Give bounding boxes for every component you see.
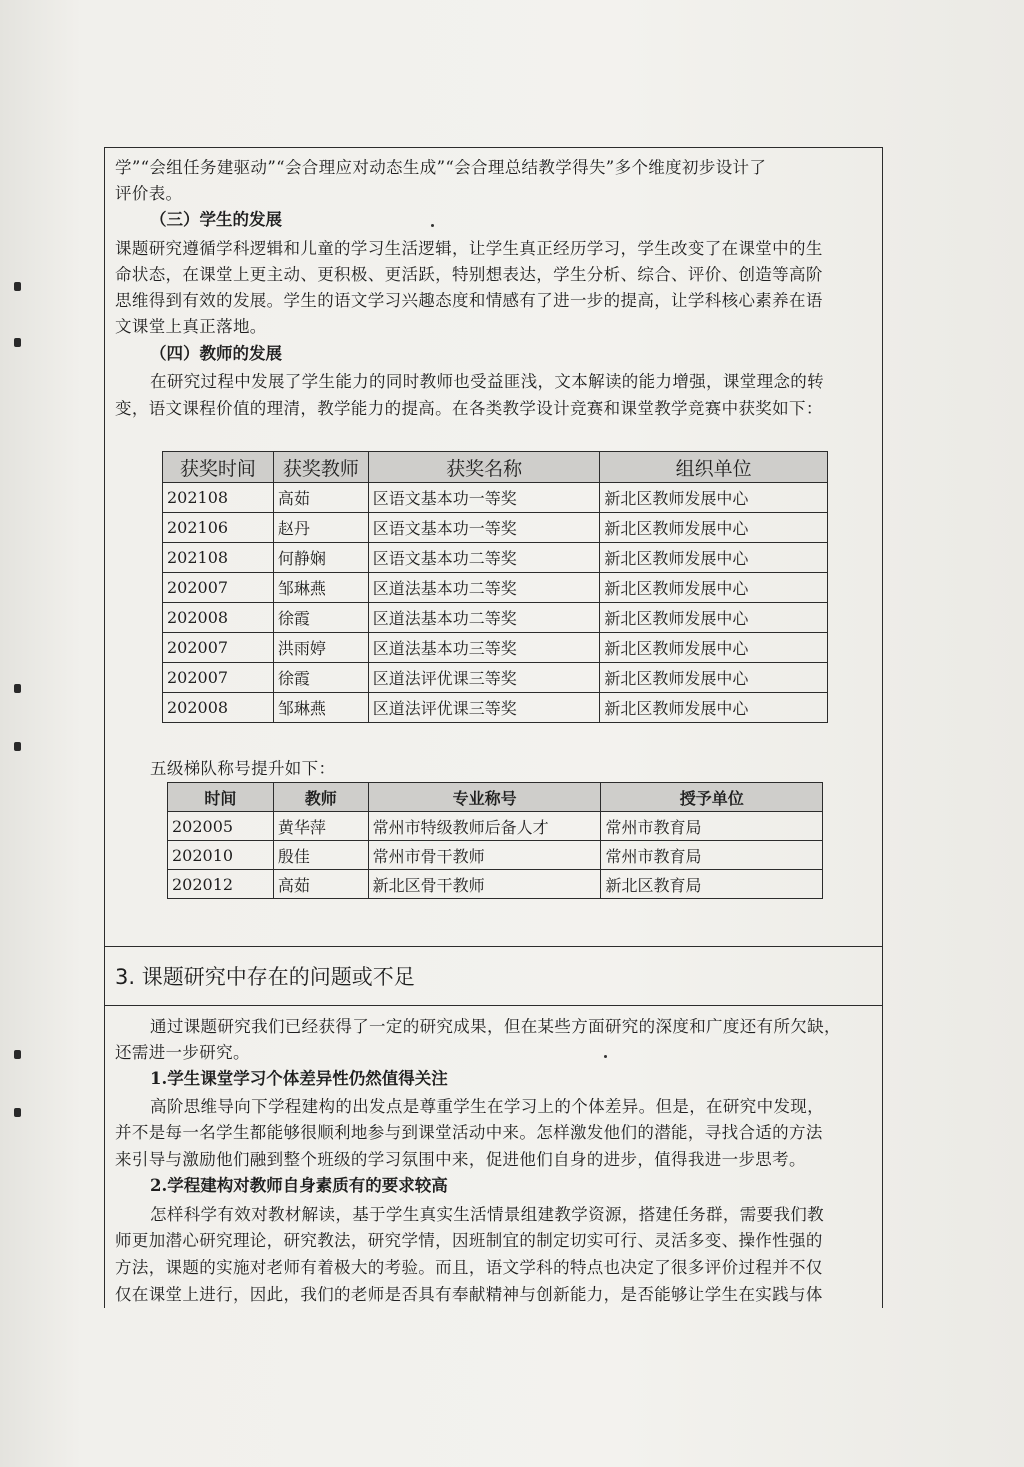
- table-cell: 邹琳燕: [273, 573, 368, 603]
- table-row: [163, 693, 828, 723]
- column-header: 授予单位: [601, 783, 823, 812]
- binding-hole: [14, 684, 21, 693]
- paragraph-line: 文课堂上真正落地。: [115, 317, 267, 336]
- table-cell: 202007: [163, 663, 274, 693]
- column-header: 时间: [168, 783, 274, 812]
- table-cell: 常州市教育局: [601, 812, 823, 841]
- table-cell: 202007: [163, 573, 274, 603]
- table-cell: 新北区教师发展中心: [600, 543, 828, 573]
- binding-hole: [14, 1108, 21, 1117]
- paragraph-line: 怎样科学有效对教材解读，基于学生真实生活情景组建教学资源，搭建任务群，需要我们教: [150, 1205, 824, 1224]
- table-cell: 区道法评优课三等奖: [368, 663, 600, 693]
- table-cell: 常州市特级教师后备人才: [368, 812, 601, 841]
- paragraph-line: 来引导与激励他们融到整个班级的学习氛围中来，促进他们自身的进步，值得我进一步思考。: [115, 1150, 806, 1169]
- paragraph-line: 评价表。: [115, 184, 183, 203]
- awards-table: [162, 451, 828, 723]
- paragraph-line: 仅在课堂上进行，因此，我们的老师是否具有奉献精神与创新能力，是否能够让学生在实践与体: [115, 1285, 823, 1304]
- table-cell: 新北区教师发展中心: [600, 513, 828, 543]
- paragraph-line: 并不是每一名学生都能够很顺利地参与到课堂活动中来。怎样激发他们的潜能，寻找合适的方法: [115, 1123, 823, 1142]
- table-row: [163, 633, 828, 663]
- point2-heading: 2.学程建构对教师自身素质有的要求较高: [150, 1176, 448, 1195]
- table-cell: 新北区教师发展中心: [600, 603, 828, 633]
- paragraph-line: 学”“会组任务建驱动”“会合理应对动态生成”“会合理总结教学得失”多个维度初步设计了: [115, 158, 767, 177]
- section-divider: [104, 946, 883, 947]
- point1-heading: 1.学生课堂学习个体差异性仍然值得关注: [150, 1069, 448, 1088]
- table-cell: 常州市教育局: [601, 841, 823, 870]
- table-cell: 邹琳燕: [273, 693, 368, 723]
- column-header: 教师: [273, 783, 368, 812]
- paragraph-line: 通过课题研究我们已经获得了一定的研究成果，但在某些方面研究的深度和广度还有所欠缺，: [150, 1017, 841, 1036]
- table-cell: 区语文基本功一等奖: [368, 513, 600, 543]
- table-cell: 徐霞: [273, 663, 368, 693]
- paragraph-line: 师更加潜心研究理论，研究教法，研究学情，因班制宜的制定切实可行、灵活多变、操作性强的: [115, 1231, 823, 1250]
- table-row: [163, 603, 828, 633]
- table-cell: 新北区骨干教师: [368, 870, 601, 899]
- column-header: 获奖教师: [273, 452, 368, 483]
- table-cell: 202008: [163, 603, 274, 633]
- paragraph-line: 高阶思维导向下学程建构的出发点是尊重学生在学习上的个体差异。但是，在研究中发现，: [150, 1097, 824, 1116]
- section-title: 3. 课题研究中存在的问题或不足: [115, 965, 415, 989]
- paragraph-line: 变，语文课程价值的理清，教学能力的提高。在各类教学设计竞赛和课堂教学竞赛中获奖如下：: [115, 399, 823, 418]
- table-row: [163, 483, 828, 513]
- table-cell: 202108: [163, 543, 274, 573]
- table-cell: 202005: [168, 812, 274, 841]
- table-header-row: [168, 783, 823, 812]
- paragraph-line: 思维得到有效的发展。学生的语文学习兴趣态度和情感有了进一步的提高，让学科核心素养在语: [115, 291, 823, 310]
- column-header: 获奖名称: [368, 452, 600, 483]
- table-cell: 区道法基本功三等奖: [368, 633, 600, 663]
- table-cell: 黄华萍: [273, 812, 368, 841]
- table-cell: 区道法基本功二等奖: [368, 573, 600, 603]
- student-dev-heading: （三）学生的发展: [150, 210, 282, 229]
- paragraph-line: 课题研究遵循学科逻辑和儿童的学习生活逻辑，让学生真正经历学习，学生改变了在课堂中的生: [115, 239, 823, 258]
- table-row: [163, 573, 828, 603]
- table-row: [163, 663, 828, 693]
- paragraph-line: 命状态，在课堂上更主动、更积极、更活跃，特别想表达，学生分析、综合、评价、创造等高阶: [115, 265, 823, 284]
- table-cell: 高茹: [273, 483, 368, 513]
- binding-hole: [14, 282, 21, 291]
- table-cell: 202108: [163, 483, 274, 513]
- paragraph-line: 方法，课题的实施对老师有着极大的考验。而且，语文学科的特点也决定了很多评价过程并不仅: [115, 1258, 823, 1277]
- table-header-row: [163, 452, 828, 483]
- table-cell: 新北区教育局: [601, 870, 823, 899]
- table-cell: 新北区教师发展中心: [600, 633, 828, 663]
- paragraph-line: 在研究过程中发展了学生能力的同时教师也受益匪浅，文本解读的能力增强，课堂理念的转: [150, 372, 824, 391]
- table-cell: 新北区教师发展中心: [600, 483, 828, 513]
- table-cell: 202106: [163, 513, 274, 543]
- table-cell: 新北区教师发展中心: [600, 573, 828, 603]
- table-cell: 202012: [168, 870, 274, 899]
- table-cell: 区道法评优课三等奖: [368, 693, 600, 723]
- table-row: [168, 841, 823, 870]
- table-cell: 赵丹: [273, 513, 368, 543]
- table-cell: 区语文基本功一等奖: [368, 483, 600, 513]
- table-cell: 202010: [168, 841, 274, 870]
- table-row: [168, 812, 823, 841]
- column-header: 组织单位: [600, 452, 828, 483]
- table-cell: 新北区教师发展中心: [600, 693, 828, 723]
- table-cell: 202008: [163, 693, 274, 723]
- table-row: [168, 870, 823, 899]
- paragraph-line: 还需进一步研究。: [115, 1043, 250, 1062]
- table-cell: 区语文基本功二等奖: [368, 543, 600, 573]
- table-cell: 高茹: [273, 870, 368, 899]
- table-cell: 洪雨婷: [273, 633, 368, 663]
- column-header: 专业称号: [368, 783, 601, 812]
- table-cell: 常州市骨干教师: [368, 841, 601, 870]
- table-row: [163, 543, 828, 573]
- binding-hole: [14, 742, 21, 751]
- table-cell: 202007: [163, 633, 274, 663]
- teacher-dev-heading: （四）教师的发展: [150, 344, 282, 363]
- titles-table: [167, 782, 823, 899]
- table-cell: 何静娴: [273, 543, 368, 573]
- titles-intro: 五级梯队称号提升如下：: [150, 759, 336, 778]
- table-cell: 殷佳: [273, 841, 368, 870]
- table-row: [163, 513, 828, 543]
- table-cell: 新北区教师发展中心: [600, 663, 828, 693]
- table-cell: 徐霞: [273, 603, 368, 633]
- section-divider: [104, 1005, 883, 1006]
- column-header: 获奖时间: [163, 452, 274, 483]
- binding-hole: [14, 1050, 21, 1059]
- binding-hole: [14, 338, 21, 347]
- table-cell: 区道法基本功二等奖: [368, 603, 600, 633]
